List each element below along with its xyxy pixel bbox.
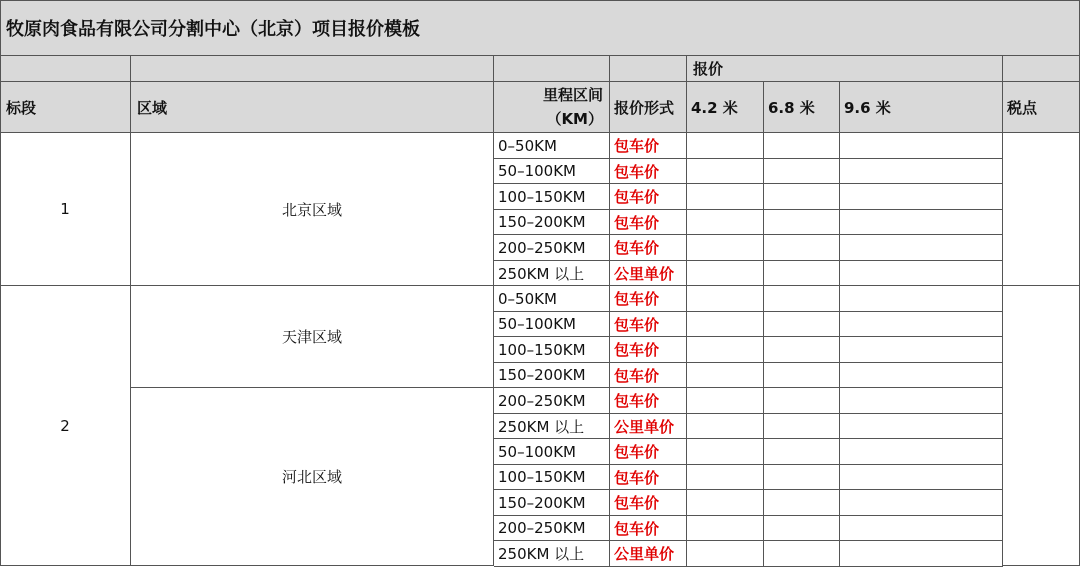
price-9-6-cell[interactable] xyxy=(840,465,1003,490)
mileage-cell: 200–250KM xyxy=(494,388,610,414)
mileage-cell: 250KM 以上 xyxy=(494,261,610,286)
price-9-6-cell[interactable] xyxy=(840,312,1003,337)
mileage-cell: 50–100KM xyxy=(494,159,610,184)
price-4-2-cell[interactable] xyxy=(687,286,764,312)
price-9-6-cell[interactable] xyxy=(840,133,1003,159)
header-spacer-mileage xyxy=(494,56,610,82)
mileage-cell: 250KM 以上 xyxy=(494,541,610,567)
quote-form-cell: 包车价 xyxy=(610,363,687,388)
quote-form-cell: 包车价 xyxy=(610,439,687,465)
price-4-2-cell[interactable] xyxy=(687,210,764,235)
quote-form-cell: 包车价 xyxy=(610,312,687,337)
quote-form-cell: 包车价 xyxy=(610,159,687,184)
quote-form-cell: 包车价 xyxy=(610,210,687,235)
header-spacer-form xyxy=(610,56,687,82)
price-9-6-cell[interactable] xyxy=(840,388,1003,414)
header-mileage xyxy=(494,82,610,133)
section-number-2: 2 xyxy=(0,286,131,566)
price-6-8-cell[interactable] xyxy=(764,286,840,312)
region-hebei: 河北区域 xyxy=(131,388,494,566)
section-number-1: 1 xyxy=(0,133,131,286)
price-4-2-cell[interactable] xyxy=(687,235,764,261)
header-quote-group: 报价 xyxy=(687,56,1003,82)
header-truck-6-8: 6.8 米 xyxy=(764,82,840,133)
price-6-8-cell[interactable] xyxy=(764,388,840,414)
tax-cell-section-1[interactable] xyxy=(1003,133,1080,286)
mileage-cell: 100–150KM xyxy=(494,465,610,490)
header-truck-4-2: 4.2 米 xyxy=(687,82,764,133)
price-4-2-cell[interactable] xyxy=(687,465,764,490)
price-9-6-cell[interactable] xyxy=(840,235,1003,261)
price-6-8-cell[interactable] xyxy=(764,312,840,337)
price-6-8-cell[interactable] xyxy=(764,465,840,490)
price-6-8-cell[interactable] xyxy=(764,210,840,235)
price-4-2-cell[interactable] xyxy=(687,363,764,388)
header-quote-form: 报价形式 xyxy=(610,82,687,133)
price-9-6-cell[interactable] xyxy=(840,184,1003,210)
price-9-6-cell[interactable] xyxy=(840,337,1003,363)
price-6-8-cell[interactable] xyxy=(764,235,840,261)
price-6-8-cell[interactable] xyxy=(764,516,840,541)
quote-form-cell: 包车价 xyxy=(610,465,687,490)
price-9-6-cell[interactable] xyxy=(840,414,1003,439)
mileage-cell: 200–250KM xyxy=(494,235,610,261)
price-9-6-cell[interactable] xyxy=(840,439,1003,465)
quote-form-cell: 包车价 xyxy=(610,337,687,363)
price-4-2-cell[interactable] xyxy=(687,388,764,414)
header-spacer-region xyxy=(131,56,494,82)
header-spacer-section xyxy=(0,56,131,82)
price-6-8-cell[interactable] xyxy=(764,184,840,210)
mileage-cell: 0–50KM xyxy=(494,133,610,159)
quote-form-cell: 包车价 xyxy=(610,516,687,541)
header-mileage-line1: 里程区间 xyxy=(542,86,603,104)
price-9-6-cell[interactable] xyxy=(840,261,1003,286)
mileage-cell: 0–50KM xyxy=(494,286,610,312)
quote-form-cell: 包车价 xyxy=(610,133,687,159)
price-9-6-cell[interactable] xyxy=(840,363,1003,388)
mileage-cell: 150–200KM xyxy=(494,490,610,516)
price-4-2-cell[interactable] xyxy=(687,414,764,439)
mileage-cell: 150–200KM xyxy=(494,210,610,235)
price-6-8-cell[interactable] xyxy=(764,159,840,184)
price-4-2-cell[interactable] xyxy=(687,337,764,363)
tax-cell-section-2[interactable] xyxy=(1003,286,1080,566)
header-region: 区域 xyxy=(131,82,494,133)
header-section: 标段 xyxy=(0,82,131,133)
quote-form-cell: 公里单价 xyxy=(610,261,687,286)
quote-form-cell: 包车价 xyxy=(610,388,687,414)
price-4-2-cell[interactable] xyxy=(687,184,764,210)
quote-form-cell: 包车价 xyxy=(610,490,687,516)
mileage-cell: 100–150KM xyxy=(494,337,610,363)
quote-form-cell: 包车价 xyxy=(610,286,687,312)
quote-form-cell: 包车价 xyxy=(610,184,687,210)
page-title: 牧原肉食品有限公司分割中心（北京）项目报价模板 xyxy=(0,0,1080,56)
price-6-8-cell[interactable] xyxy=(764,337,840,363)
region-tianjin: 天津区域 xyxy=(131,286,494,388)
header-tax: 税点 xyxy=(1003,82,1080,133)
quote-form-cell: 公里单价 xyxy=(610,541,687,567)
price-4-2-cell[interactable] xyxy=(687,312,764,337)
price-9-6-cell[interactable] xyxy=(840,516,1003,541)
price-9-6-cell[interactable] xyxy=(840,490,1003,516)
price-6-8-cell[interactable] xyxy=(764,541,840,567)
price-4-2-cell[interactable] xyxy=(687,490,764,516)
price-6-8-cell[interactable] xyxy=(764,363,840,388)
header-mileage-line2: （KM） xyxy=(546,110,603,128)
price-4-2-cell[interactable] xyxy=(687,439,764,465)
quote-form-cell: 公里单价 xyxy=(610,414,687,439)
price-4-2-cell[interactable] xyxy=(687,133,764,159)
price-9-6-cell[interactable] xyxy=(840,159,1003,184)
price-9-6-cell[interactable] xyxy=(840,286,1003,312)
mileage-cell: 250KM 以上 xyxy=(494,414,610,439)
price-4-2-cell[interactable] xyxy=(687,261,764,286)
price-6-8-cell[interactable] xyxy=(764,414,840,439)
mileage-cell: 100–150KM xyxy=(494,184,610,210)
price-9-6-cell[interactable] xyxy=(840,210,1003,235)
price-6-8-cell[interactable] xyxy=(764,133,840,159)
quote-form-cell: 包车价 xyxy=(610,235,687,261)
price-6-8-cell[interactable] xyxy=(764,439,840,465)
price-9-6-cell[interactable] xyxy=(840,541,1003,567)
mileage-cell: 150–200KM xyxy=(494,363,610,388)
header-truck-9-6: 9.6 米 xyxy=(840,82,1003,133)
price-4-2-cell[interactable] xyxy=(687,159,764,184)
mileage-cell: 50–100KM xyxy=(494,439,610,465)
price-6-8-cell[interactable] xyxy=(764,490,840,516)
mileage-cell: 50–100KM xyxy=(494,312,610,337)
price-6-8-cell[interactable] xyxy=(764,261,840,286)
mileage-cell: 200–250KM xyxy=(494,516,610,541)
price-4-2-cell[interactable] xyxy=(687,541,764,567)
region-beijing: 北京区域 xyxy=(131,133,494,286)
price-4-2-cell[interactable] xyxy=(687,516,764,541)
header-spacer-tax xyxy=(1003,56,1080,82)
